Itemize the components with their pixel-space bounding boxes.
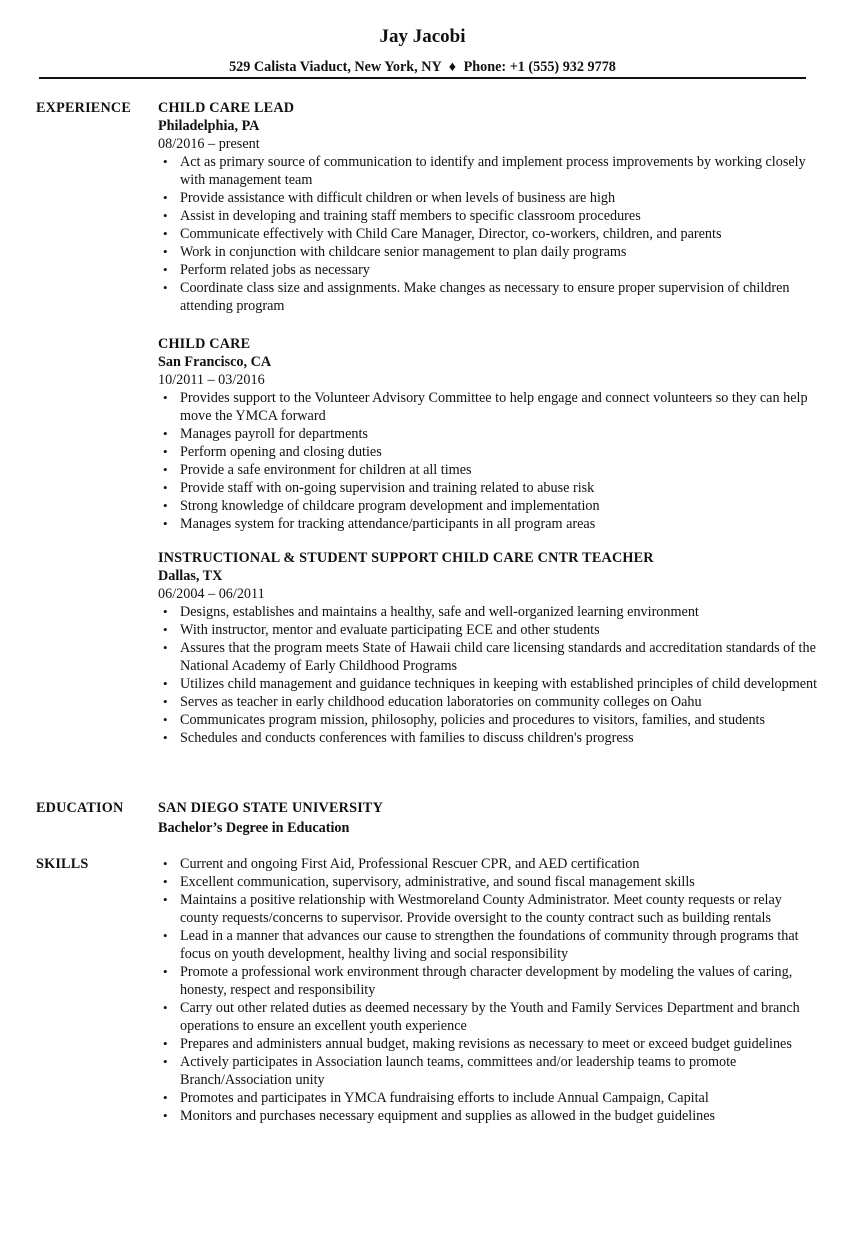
bullet-icon: • [163, 208, 168, 223]
list-item: • Designs, establishes and maintains a healthy, safe and well-organized learning environment [163, 604, 699, 620]
candidate-name: Jay Jacobi [379, 26, 466, 47]
bullet-icon: • [163, 244, 168, 259]
job-bullets [158, 389, 818, 533]
job-dates: 10/2011 – 03/2016 [158, 372, 265, 388]
bullet-icon: • [163, 262, 168, 277]
bullet-icon: • [163, 1054, 168, 1069]
bullet-icon: • [163, 426, 168, 441]
list-item: • Carry out other related duties as deemed necessary by the Youth and Family Services Department and branch operations to ensure an excellent youth experience [163, 1000, 800, 1034]
list-item: • Coordinate class size and assignments. Make changes as necessary to ensure proper supervision of children attending program [163, 280, 790, 314]
bullet-icon: • [163, 640, 168, 655]
job-bullets [158, 153, 818, 315]
list-item: • Serves as teacher in early childhood education laboratories on community colleges on Oahu [163, 694, 702, 710]
job-title: INSTRUCTIONAL & STUDENT SUPPORT CHILD CARE CNTR TEACHER [158, 550, 654, 566]
bullet-icon: • [163, 1090, 168, 1105]
list-item: • Communicate effectively with Child Care Manager, Director, co-workers, children, and parents [163, 226, 722, 242]
job-title: CHILD CARE [158, 336, 251, 352]
bullet-icon: • [163, 892, 168, 907]
bullet-icon: • [163, 516, 168, 531]
list-item: • Provide a safe environment for children at all times [163, 462, 472, 478]
bullet-icon: • [163, 1000, 168, 1015]
list-item: • Actively participates in Association launch teams, committees and/or leadership teams to promote Branch/Association unity [163, 1054, 737, 1088]
list-item: • Assures that the program meets State of Hawaii child care licensing standards and accreditation standards of the National Academy of Early Childhood Programs [163, 640, 816, 674]
list-item: • Act as primary source of communication to identify and implement process improvements by working closely with management team [163, 154, 806, 188]
list-item: • Work in conjunction with childcare senior management to plan daily programs [163, 244, 627, 260]
separator-diamond-icon: ♦ [448, 59, 457, 75]
bullet-icon: • [163, 712, 168, 727]
skills-body [158, 855, 818, 1125]
list-item: • Promotes and participates in YMCA fundraising efforts to include Annual Campaign, Capital [163, 1090, 709, 1106]
bullet-icon: • [163, 226, 168, 241]
job-dates: 06/2004 – 06/2011 [158, 586, 265, 602]
job-bullets [158, 603, 818, 747]
experience-heading: EXPERIENCE [36, 100, 132, 116]
list-item: • Perform related jobs as necessary [163, 262, 370, 278]
contact-line [0, 58, 845, 76]
list-item: • Utilizes child management and guidance techniques in keeping with established principles of child development [163, 676, 818, 692]
job-location: Philadelphia, PA [158, 118, 260, 134]
list-item: • Excellent communication, supervisory, administrative, and sound fiscal management skills [163, 874, 695, 890]
list-item: • Schedules and conducts conferences with families to discuss children's progress [163, 730, 634, 746]
bullet-icon: • [163, 622, 168, 637]
bullet-icon: • [163, 444, 168, 459]
bullet-icon: • [163, 1108, 168, 1123]
list-item: • Perform opening and closing duties [163, 444, 382, 460]
list-item: • Monitors and purchases necessary equipment and supplies as allowed in the budget guidelines [163, 1108, 716, 1124]
list-item: • With instructor, mentor and evaluate participating ECE and other students [163, 622, 600, 638]
bullet-icon: • [163, 498, 168, 513]
bullet-icon: • [163, 676, 168, 691]
list-item: • Assist in developing and training staff members to specific classroom procedures [163, 208, 641, 224]
job-entry [158, 99, 818, 315]
list-item: • Manages payroll for departments [163, 426, 368, 442]
experience-body [158, 99, 818, 747]
phone: Phone: +1 (555) 932 9778 [463, 59, 616, 75]
bullet-icon: • [163, 604, 168, 619]
bullet-icon: • [163, 730, 168, 745]
education-body [158, 799, 818, 837]
bullet-icon: • [163, 280, 168, 295]
bullet-icon: • [163, 964, 168, 979]
list-item: • Lead in a manner that advances our cause to strengthen the foundations of community through programs that focus on youth development, healthy living and social responsibility [163, 928, 799, 962]
list-item: • Current and ongoing First Aid, Professional Rescuer CPR, and AED certification [163, 856, 640, 872]
bullet-icon: • [163, 390, 168, 405]
bullet-icon: • [163, 928, 168, 943]
bullet-icon: • [163, 856, 168, 871]
bullet-icon: • [163, 462, 168, 477]
bullet-icon: • [163, 874, 168, 889]
education-heading: EDUCATION [36, 800, 124, 816]
skills-heading: SKILLS [36, 856, 89, 872]
list-item: • Manages system for tracking attendance/participants in all program areas [163, 516, 596, 532]
list-item: • Communicates program mission, philosophy, policies and procedures to visitors, families, and students [163, 712, 766, 728]
list-item: • Provide staff with on-going supervision and training related to abuse risk [163, 480, 595, 496]
list-item: • Prepares and administers annual budget, making revisions as necessary to meet or exceed budget guidelines [163, 1036, 792, 1052]
skills-bullets [158, 855, 818, 1125]
school-name: SAN DIEGO STATE UNIVERSITY [158, 800, 384, 816]
job-entry [158, 549, 818, 747]
job-location: San Francisco, CA [158, 354, 272, 370]
job-entry [158, 335, 818, 533]
bullet-icon: • [163, 190, 168, 205]
degree: Bachelor’s Degree in Education [158, 820, 350, 836]
bullet-icon: • [163, 154, 168, 169]
address: 529 Calista Viaduct, New York, NY [229, 59, 442, 75]
bullet-icon: • [163, 480, 168, 495]
bullet-icon: • [163, 694, 168, 709]
job-location: Dallas, TX [158, 568, 223, 584]
list-item: • Provides support to the Volunteer Advisory Committee to help engage and connect volunteers so they can help move the YMCA forward [163, 390, 808, 424]
list-item: • Maintains a positive relationship with Westmoreland County Administrator. Meet county requests or relay county requests/concerns to supervisor. Provide oversight to the county contract such as building rentals [163, 892, 782, 926]
job-dates: 08/2016 – present [158, 136, 260, 152]
job-title: CHILD CARE LEAD [158, 100, 295, 116]
header-divider [39, 77, 806, 79]
bullet-icon: • [163, 1036, 168, 1051]
list-item: • Promote a professional work environment through character development by modeling the values of caring, honesty, respect and responsibility [163, 964, 793, 998]
list-item: • Strong knowledge of childcare program development and implementation [163, 498, 600, 514]
list-item: • Provide assistance with difficult children or when levels of business are high [163, 190, 616, 206]
